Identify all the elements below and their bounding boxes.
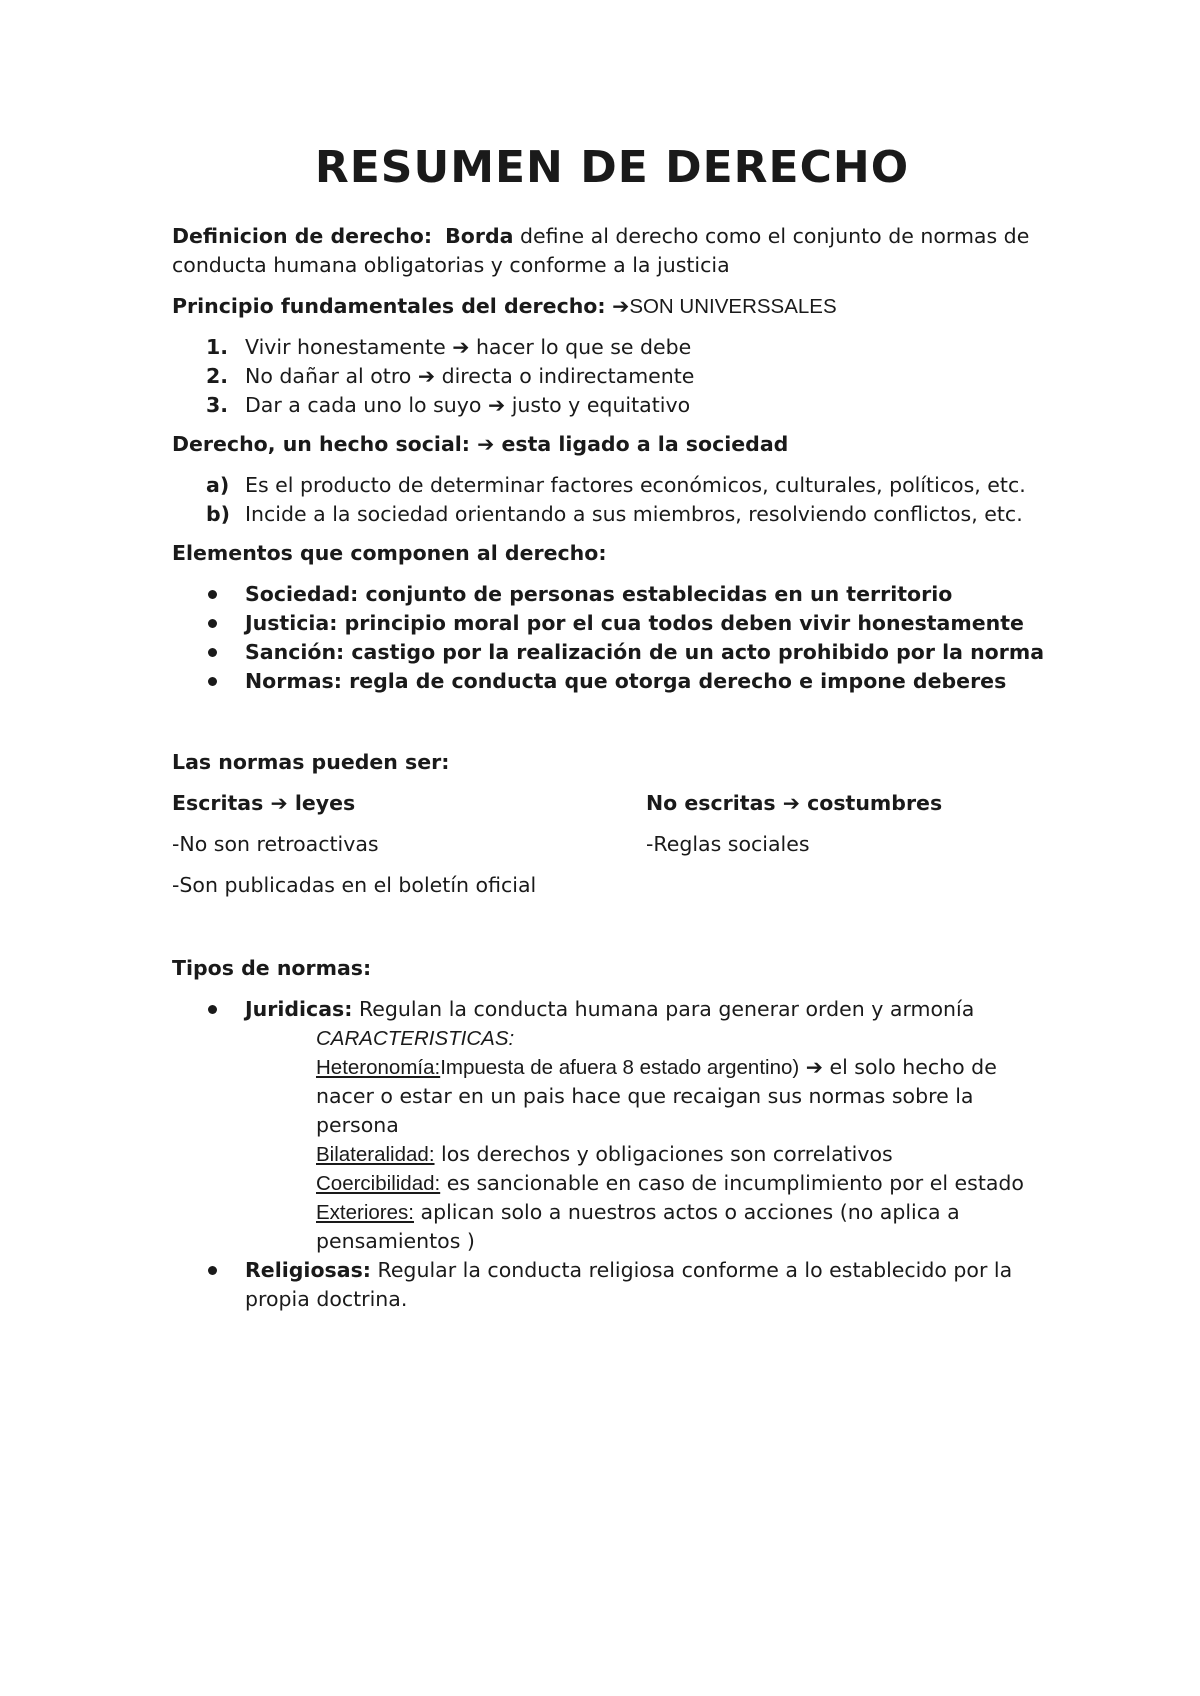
exteriores-text: aplican solo a nuestros actos o acciones (no aplica a pensamientos ) [316,1200,960,1253]
hecho-social-text: esta ligado a la sociedad [501,432,789,456]
definicion-paragraph [172,222,1052,280]
list-item [172,667,1052,696]
escritas-title: Escritas [172,791,264,815]
document-content [172,140,1052,1324]
escritas-sub: leyes [294,791,356,815]
arrow-icon: ➔ [452,335,470,359]
spacer [172,706,1052,748]
escritas-heading [172,789,646,818]
hecho-social-heading [172,430,1052,459]
list-item [172,638,1052,667]
elementos-heading: Elementos que componen al derecho: [172,541,607,565]
arrow-icon: ➔ [270,791,288,815]
elementos-list [172,580,1052,696]
item-detail: directa o indirectamente [441,364,695,388]
exteriores-label: Exteriores: [316,1201,414,1224]
normas-table [172,789,1052,900]
definicion-author: Borda [445,224,514,248]
list-letter: b) [206,502,231,526]
bilateralidad-label: Bilateralidad: [316,1143,435,1166]
item-text: Sociedad: conjunto de personas establecidas en un territorio [245,582,953,606]
religiosas-text: Regular la conducta religiosa conforme a lo establecido por la propia doctrina. [245,1258,1013,1311]
religiosas-label: Religiosas: [245,1258,371,1282]
list-number: 3. [206,393,229,417]
list-letter: a) [206,473,230,497]
empty-cell [646,871,1046,900]
principios-list [172,333,1052,420]
page-title: RESUMEN DE DERECHO [314,142,910,193]
arrow-icon: ➔ [477,432,495,456]
heteronomia-label: Heteronomía: [316,1056,441,1079]
no-escritas-sub: costumbres [807,791,943,815]
list-item [172,1256,1052,1314]
exteriores-line [172,1198,1052,1256]
heteronomia-text2: el solo hecho de nacer o estar en un pais hace que recaigan sus normas sobre la persona [316,1055,997,1137]
tipos-heading: Tipos de normas: [172,956,372,980]
list-item [172,609,1052,638]
list-item [172,362,1052,391]
heteronomia-line [172,1053,1052,1140]
item-text: Justicia: principio moral por el cua todos deben vivir honestamente [245,611,1024,635]
arrow-icon: ➔ [612,294,630,318]
bilateralidad-text: los derechos y obligaciones son correlativos [434,1142,893,1166]
item-text: Es el producto de determinar factores económicos, culturales, políticos, etc. [245,473,1026,497]
item-detail: hacer lo que se debe [475,335,692,359]
arrow-icon: ➔ [805,1055,823,1079]
hecho-social-list [172,471,1052,529]
list-number: 2. [206,364,229,388]
escritas-item: -No son retroactivas [172,832,379,856]
definicion-text: define al derecho como el conjunto de normas de conducta humana obligatorias y conforme a la justicia [172,224,1030,277]
coercibilidad-text: es sancionable en caso de incumplimiento por el estado [446,1171,1024,1195]
caracteristicas-label: CARACTERISTICAS: [316,1027,515,1050]
juridicas-text: Regulan la conducta humana para generar orden y armonía [358,997,975,1021]
item-detail: justo y equitativo [511,393,691,417]
hecho-social-label: Derecho, un hecho social: [172,432,471,456]
normas-heading: Las normas pueden ser: [172,750,450,774]
list-item [172,471,1052,500]
bilateralidad-line [172,1140,1052,1169]
heteronomia-text: Impuesta de afuera 8 estado argentino) [440,1056,800,1079]
list-item [172,995,1052,1256]
list-item [172,500,1052,529]
principios-label: Principio fundamentales del derecho: [172,294,606,318]
item-text: No dañar al otro [245,364,412,388]
item-text: Normas: regla de conducta que otorga derecho e impone deberes [245,669,1007,693]
list-item [172,580,1052,609]
no-escritas-heading [646,789,1046,818]
no-escritas-title: No escritas [646,791,776,815]
spacer [172,912,1052,954]
list-number: 1. [206,335,229,359]
coercibilidad-line [172,1169,1052,1198]
no-escritas-item: -Reglas sociales [646,832,810,856]
arrow-icon: ➔ [782,791,800,815]
tipos-list [172,995,1052,1314]
item-text: Vivir honestamente [245,335,446,359]
item-text: Incide a la sociedad orientando a sus miembros, resolviendo conflictos, etc. [245,502,1023,526]
item-text: Sanción: castigo por la realización de un acto prohibido por la norma [245,640,1045,664]
item-text: Dar a cada uno lo suyo [245,393,482,417]
principios-note: SON UNIVERSSALES [629,295,837,318]
caracteristicas-block [172,1024,1052,1256]
list-item [172,391,1052,420]
principios-heading [172,292,1052,321]
list-item [172,333,1052,362]
juridicas-label: Juridicas: [245,997,353,1021]
escritas-item: -Son publicadas en el boletín oficial [172,873,537,897]
definicion-label: Definicion de derecho: [172,224,433,248]
coercibilidad-label: Coercibilidad: [316,1172,441,1195]
arrow-icon: ➔ [417,364,436,388]
arrow-icon: ➔ [487,393,506,417]
